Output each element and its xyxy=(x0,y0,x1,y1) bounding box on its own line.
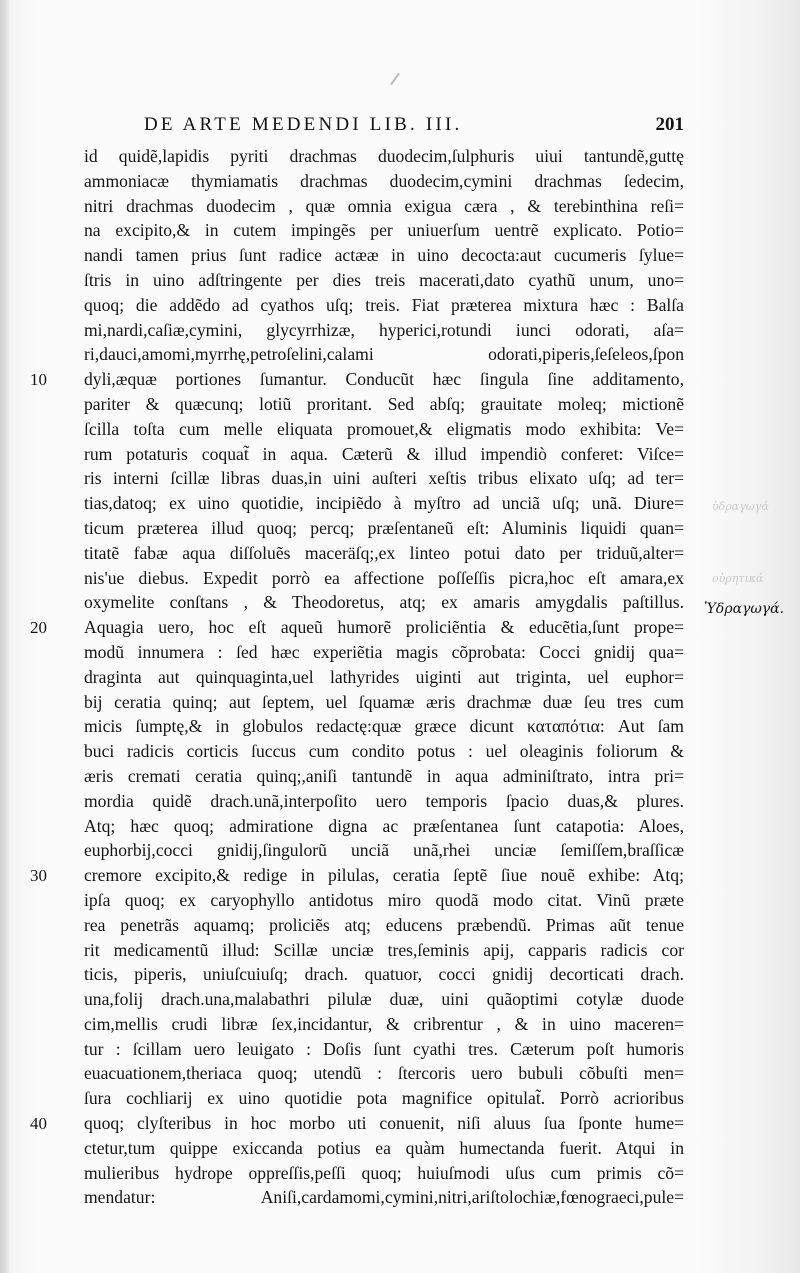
text-line-content: mi,nardi,caſiæ,cymini, glycyrrhizæ, hyperici,rotundi iunci odorati, aſa= xyxy=(84,319,684,340)
text-line-content: ticis, piperis, uniuſcuiuſq; drach. quatuor, cocci gnidij decorticati drach. xyxy=(84,964,684,985)
text-line-content: ris interni ſcillæ libras duas,in uini auſteri xeſtis tribus elixato uſq; ad ter= xyxy=(84,468,684,489)
text-line-content: mordia quidẽ drach.unã,interpoſito uero temporis ſpacio duas,& plures. xyxy=(84,790,684,811)
text-line xyxy=(84,1086,684,1111)
line-number: 40 xyxy=(30,1114,47,1134)
text-line xyxy=(84,293,684,318)
text-line xyxy=(84,913,684,938)
text-line-content: draginta aut quinquaginta,uel lathyrides uiginti aut triginta, uel euphor= xyxy=(84,666,684,687)
text-line xyxy=(84,838,684,863)
text-line-content: æris cremati ceratia quinq;,aniſi tantundẽ in aqua adminiſtrato, intra pri= xyxy=(84,765,684,786)
line-number: 10 xyxy=(30,370,47,390)
text-line xyxy=(84,243,684,268)
text-line xyxy=(84,1037,684,1062)
text-line xyxy=(84,863,684,888)
text-line-content: mulieribus hydrope oppreſſis,peſſi quoq; huiuſmodi uſus cum primis cõ= xyxy=(84,1162,684,1183)
text-line xyxy=(84,814,684,839)
text-line xyxy=(84,590,684,615)
text-line-content: rea penetrãs aquamq; proliciẽs atq; educens præbendũ. Primas aũt tenue xyxy=(84,914,684,935)
text-line-content: quoq; die addẽdo ad cyathos uſq; treis. Fiat præterea mixtura hæc : Balſa xyxy=(84,294,684,315)
text-line xyxy=(84,962,684,987)
text-line xyxy=(84,144,684,169)
running-title: DE ARTE MEDENDI LIB. III. xyxy=(144,114,463,135)
text-line-content: bij ceratia quinq; aut ſeptem, uel ſquamæ æris drachmæ duæ ſeu tres cum xyxy=(84,691,684,712)
running-header xyxy=(144,114,684,140)
text-line-content: ſura cochliarij ex uino quotidie pota magnifice opitulat̃. Porrò acrioribus xyxy=(84,1088,684,1109)
text-line-content: id quidẽ,lapidis pyriti drachmas duodecim,ſulphuris uiui tantundẽ,guttę xyxy=(84,146,684,166)
text-line xyxy=(84,218,684,243)
body-text xyxy=(84,144,684,1210)
text-line xyxy=(84,342,684,367)
text-line-content: ammoniacæ thymiamatis drachmas duodecim,cymini drachmas ſedecim, xyxy=(84,170,684,191)
text-line xyxy=(84,194,684,219)
text-line xyxy=(84,1161,684,1186)
text-line xyxy=(84,1111,684,1136)
text-line xyxy=(84,1136,684,1161)
spine-shadow xyxy=(0,0,10,1273)
text-line xyxy=(84,1061,684,1086)
text-line xyxy=(84,938,684,963)
text-line xyxy=(84,367,684,392)
text-line xyxy=(84,442,684,467)
show-through-ghost-text: ὑδραγωγά xyxy=(712,500,769,513)
text-line-content: euphorbij,cocci gnidij,ſingulorũ unciã unã,rhei unciæ ſemiſſem,braſſicæ xyxy=(84,840,684,861)
text-line-content: Atq; hæc quoq; admiratione digna ac præſentanea ſunt catapotia: Aloes, xyxy=(84,815,684,836)
line-number: 20 xyxy=(30,618,47,638)
text-line xyxy=(84,789,684,814)
text-line-content: dyli,æquæ portiones ſumantur. Conducũt hæc ſingula ſine additamento, xyxy=(84,369,684,390)
text-line-content: titatẽ fabæ aqua diſſoluẽs maceräſq;,ex linteo potui dato per triduũ,alter= xyxy=(84,542,684,563)
text-line-content: ticum præterea illud quoq; percq; præſentaneũ eſt: Aluminis liquidi quan= xyxy=(84,517,684,538)
text-line xyxy=(84,169,684,194)
text-line-content: oxymelite conſtans , & Theodoretus, atq; ex amaris amygdalis paſtillus. xyxy=(84,592,684,613)
text-line xyxy=(84,268,684,293)
text-line-content: euacuationem,theriaca quoq; utendũ : ſtercoris uero bubuli cõbuſti men= xyxy=(84,1063,684,1084)
text-line-content: cim,mellis crudi libræ ſex,incidantur, & cribrentur , & in uino maceren= xyxy=(84,1013,684,1034)
text-line xyxy=(84,665,684,690)
text-line-content: modũ innumera : ſed hæc experiẽtia magis cõprobata: Cocci gnidij qua= xyxy=(84,641,684,662)
text-line-content: ctetur,tum quippe exiccanda potius ea quàm humectanda fuerit. Atqui in xyxy=(84,1137,684,1158)
ink-mark xyxy=(390,73,400,86)
margin-note: Ὑδραγωγά. xyxy=(704,601,785,617)
text-line-content: ri,dauci,amomi,myrrhę,petroſelini,calami odorati,piperis,ſeſeleos,ſpon xyxy=(84,344,684,365)
text-line xyxy=(84,739,684,764)
text-line xyxy=(84,466,684,491)
text-line-content: Aquagia uero, hoc eſt aqueũ humorẽ proliciẽntia & educẽtia,ſunt prope= xyxy=(84,617,684,638)
text-line-content: ipſa quoq; ex caryophyllo antidotus miro quodã modo citat. Vinũ præte xyxy=(84,889,684,910)
text-line xyxy=(84,417,684,442)
text-line xyxy=(84,1185,684,1210)
text-line xyxy=(84,764,684,789)
folio-number: 201 xyxy=(655,114,684,135)
text-line xyxy=(84,640,684,665)
text-line xyxy=(84,491,684,516)
line-number: 30 xyxy=(30,866,47,886)
text-line-content: tias,datoq; ex uino quotidie, incipiẽdo à myſtro ad unciã uſq; unã. Diure= xyxy=(84,493,684,514)
text-line xyxy=(84,888,684,913)
text-line-content: micis ſumptę,& in globulos redactę:quæ græce dicunt καταπότια: Aut ſam xyxy=(84,716,684,737)
text-line-content: buci radicis corticis ſuccus cum condito potus : uel oleaginis foliorum & xyxy=(84,741,684,762)
text-line xyxy=(84,987,684,1012)
text-line xyxy=(84,1012,684,1037)
text-line-content: una,folij drach.una,malabathri pilulæ duæ, uini quãoptimi cotylæ duode xyxy=(84,989,684,1010)
text-line-content: mendatur: Aniſi,cardamomi,cymini,nitri,ariſtolochiæ,fœnograeci,pule= xyxy=(84,1187,684,1208)
text-line xyxy=(84,714,684,739)
text-line-content: cremore excipito,& redige in pilulas, ceratia ſeptẽ ſiue nouẽ exhibe: Atq; xyxy=(84,865,684,886)
text-line-content: nandi tamen prius ſunt radice actææ in uino decocta:aut cucumeris ſylue= xyxy=(84,245,684,266)
text-line xyxy=(84,318,684,343)
text-line-content: quoq; clyſteribus in hoc morbo uti conuenit, niſi aluus ſua ſponte hume= xyxy=(84,1113,684,1134)
text-line-content: nitri drachmas duodecim , quæ omnia exigua cæra , & terebinthina reſi= xyxy=(84,195,684,216)
text-line-content: rit medicamentũ illud: Scillæ unciæ tres,ſeminis apij, capparis radicis cor xyxy=(84,939,684,960)
text-line xyxy=(84,392,684,417)
text-line-content: tur : ſcillam uero leuigato : Doſis ſunt cyathi tres. Cæterum poſt humoris xyxy=(84,1038,684,1059)
text-line xyxy=(84,690,684,715)
text-line-content: pariter & quæcunq; lotiũ proritant. Sed abſq; grauitate moleq; mictionẽ xyxy=(84,393,684,414)
text-line-content: rum potaturis coquat̃ in aqua. Cæterũ & illud impendiò conferet: Viſce= xyxy=(84,443,684,464)
text-line-content: ſtris in uino adſtringente per dies treis macerati,dato cyathũ unum, uno= xyxy=(84,269,684,290)
text-line-content: ſcilla toſta cum melle eliquata promouet,& eligmatis modo exhibita: Ve= xyxy=(84,418,684,439)
text-line-content: na excipito,& in cutem impingẽs per uniuerſum uentrẽ explicato. Potio= xyxy=(84,220,684,241)
text-line xyxy=(84,566,684,591)
show-through-ghost-text: οὐρητικά xyxy=(712,572,764,585)
text-line xyxy=(84,541,684,566)
text-line xyxy=(84,615,684,640)
text-line xyxy=(84,516,684,541)
text-line-content: nis'ue diebus. Expedit porrò ea affectione poſſeſſis picra,hoc eſt amara,ex xyxy=(84,567,684,588)
